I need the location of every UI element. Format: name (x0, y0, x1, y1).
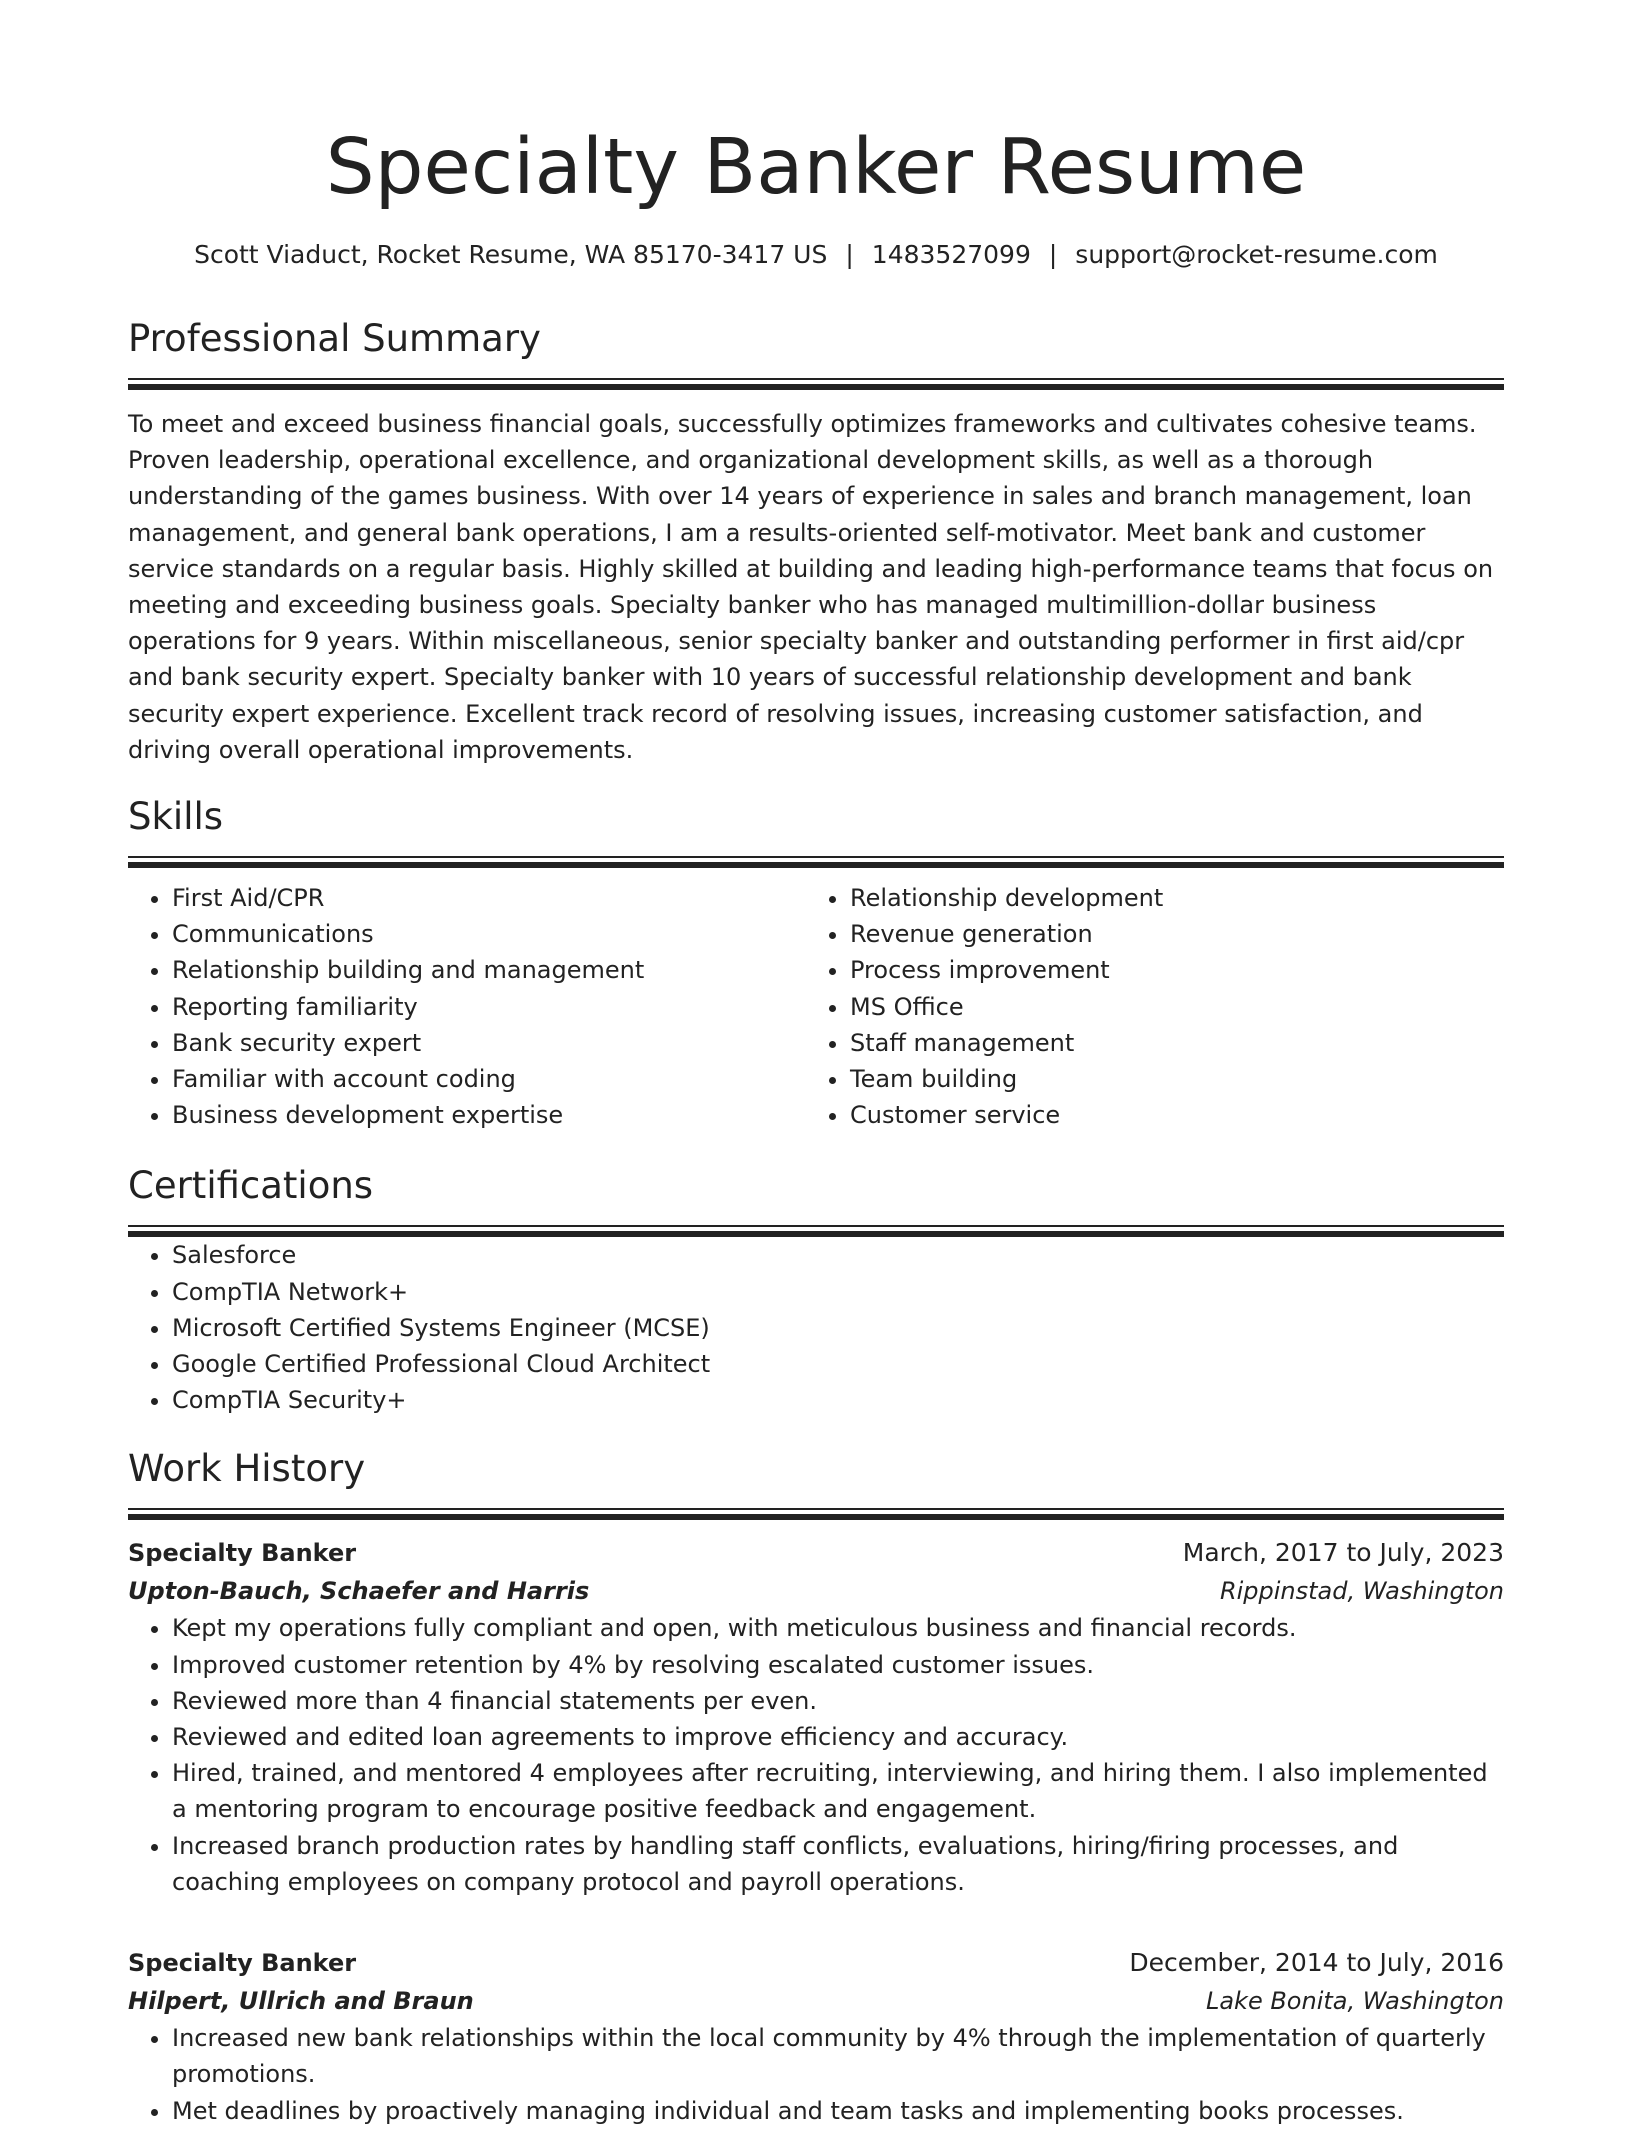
skill-item: • Team building (850, 1061, 1484, 1097)
skills-list-left (128, 880, 806, 1133)
job-entry (128, 1944, 1504, 2129)
contact-separator: | (845, 240, 854, 269)
resume-page (128, 0, 1504, 2129)
contact-line (128, 238, 1504, 272)
skills-list-right (806, 880, 1484, 1133)
job-header-row (128, 1944, 1504, 1982)
section-professional-summary (128, 314, 1504, 768)
skill-item: • Bank security expert (172, 1025, 806, 1061)
job-company: Hilpert, Ullrich and Braun (128, 1987, 474, 2016)
skill-item: • Relationship building and management (172, 952, 806, 988)
job-location: Lake Bonita, Washington (1205, 1987, 1504, 2016)
job-entry (128, 1534, 1504, 1900)
job-location: Rippinstad, Washington (1219, 1577, 1504, 1606)
summary-text: To meet and exceed business financial goals, successfully optimizes frameworks and cultivates cohesive teams. Proven leadership, operational excellence, and organizational development skills, as well as a thorough understanding of the games business. With over 14 years of experience in sales and branch management, loan management, and general bank operations, I am a results-oriented self-motivator. Meet bank and customer service standards on a regular basis. Highly skilled at building and leading high-performance teams that focus on meeting and exceeding business goals. Specialty banker who has managed multimillion-dollar business operations for 9 years. Within miscellaneous, senior specialty banker and outstanding performer in first aid/cpr and bank security expert. Specialty banker with 10 years of successful relationship development and bank security expert experience. Excellent track record of resolving issues, increasing customer satisfaction, and driving overall operational improvements. (128, 410, 1494, 764)
job-bullet: • Reviewed more than 4 financial statements per even. (172, 1683, 1504, 1719)
skills-column-left (128, 880, 806, 1133)
contact-separator: | (1048, 240, 1058, 269)
contact-phone: 1483527099 (871, 240, 1031, 269)
section-divider (128, 1225, 1504, 1237)
job-company: Upton-Bauch, Schaefer and Harris (128, 1577, 590, 1606)
skills-column-right (806, 880, 1484, 1133)
certification-item: • Microsoft Certified Systems Engineer (MCSE) (172, 1310, 1504, 1346)
skill-item: • Relationship development (850, 880, 1484, 916)
job-bullet: • Reviewed and edited loan agreements to improve efficiency and accuracy. (172, 1719, 1504, 1755)
job-dates: March, 2017 to July, 2023 (1182, 1538, 1504, 1568)
contact-email: support@rocket-resume.com (1075, 240, 1438, 269)
section-skills (128, 792, 1504, 1133)
section-heading: Professional Summary (128, 317, 541, 360)
skills-columns (128, 880, 1504, 1133)
job-subheader-row (128, 1572, 1504, 1610)
certifications-list (128, 1237, 1504, 1418)
job-bullet: • Improved customer retention by 4% by resolving escalated customer issues. (172, 1647, 1504, 1683)
job-dates: December, 2014 to July, 2016 (1129, 1948, 1504, 1978)
section-certifications (128, 1161, 1504, 1418)
job-bullet-list (128, 2020, 1504, 2129)
skill-item: • Reporting familiarity (172, 989, 806, 1025)
skill-item: • Business development expertise (172, 1097, 806, 1133)
job-header-row (128, 1534, 1504, 1572)
skill-item: • Process improvement (850, 952, 1484, 988)
section-divider (128, 856, 1504, 868)
certification-item: • CompTIA Security+ (172, 1382, 1504, 1418)
skill-item: • Communications (172, 916, 806, 952)
job-bullet-list (128, 1610, 1504, 1900)
skill-item: • Revenue generation (850, 916, 1484, 952)
resume-title: Specialty Banker Resume (325, 123, 1307, 212)
skill-item: • First Aid/CPR (172, 880, 806, 916)
skill-item: • Staff management (850, 1025, 1484, 1061)
section-work-history (128, 1444, 1504, 2128)
certification-item: • Google Certified Professional Cloud Architect (172, 1346, 1504, 1382)
skill-item: • Familiar with account coding (172, 1061, 806, 1097)
section-heading: Skills (128, 795, 224, 839)
job-bullet: • Hired, trained, and mentored 4 employees after recruiting, interviewing, and hiring them. I also implemented a mentoring program to encourage positive feedback and engagement. (172, 1755, 1504, 1827)
job-subheader-row (128, 1982, 1504, 2020)
skill-item: • MS Office (850, 989, 1484, 1025)
job-bullet: • Met deadlines by proactively managing individual and team tasks and implementing books processes. (172, 2093, 1504, 2129)
job-bullet: • Increased new bank relationships within the local community by 4% through the implementation of quarterly promotions. (172, 2020, 1504, 2092)
section-heading: Work History (128, 1447, 366, 1491)
contact-address: Scott Viaduct, Rocket Resume, WA 85170-3417 US (194, 240, 828, 269)
certification-item: • CompTIA Network+ (172, 1274, 1504, 1310)
section-divider (128, 378, 1504, 390)
job-bullet: • Increased branch production rates by handling staff conflicts, evaluations, hiring/firing processes, and coaching employees on company protocol and payroll operations. (172, 1828, 1504, 1900)
job-title: Specialty Banker (128, 1539, 357, 1568)
section-divider (128, 1508, 1504, 1520)
job-title: Specialty Banker (128, 1949, 357, 1978)
section-heading: Certifications (128, 1164, 374, 1208)
job-bullet: • Kept my operations fully compliant and open, with meticulous business and financial records. (172, 1610, 1504, 1646)
skill-item: • Customer service (850, 1097, 1484, 1133)
certification-item: • Salesforce (172, 1237, 1504, 1273)
